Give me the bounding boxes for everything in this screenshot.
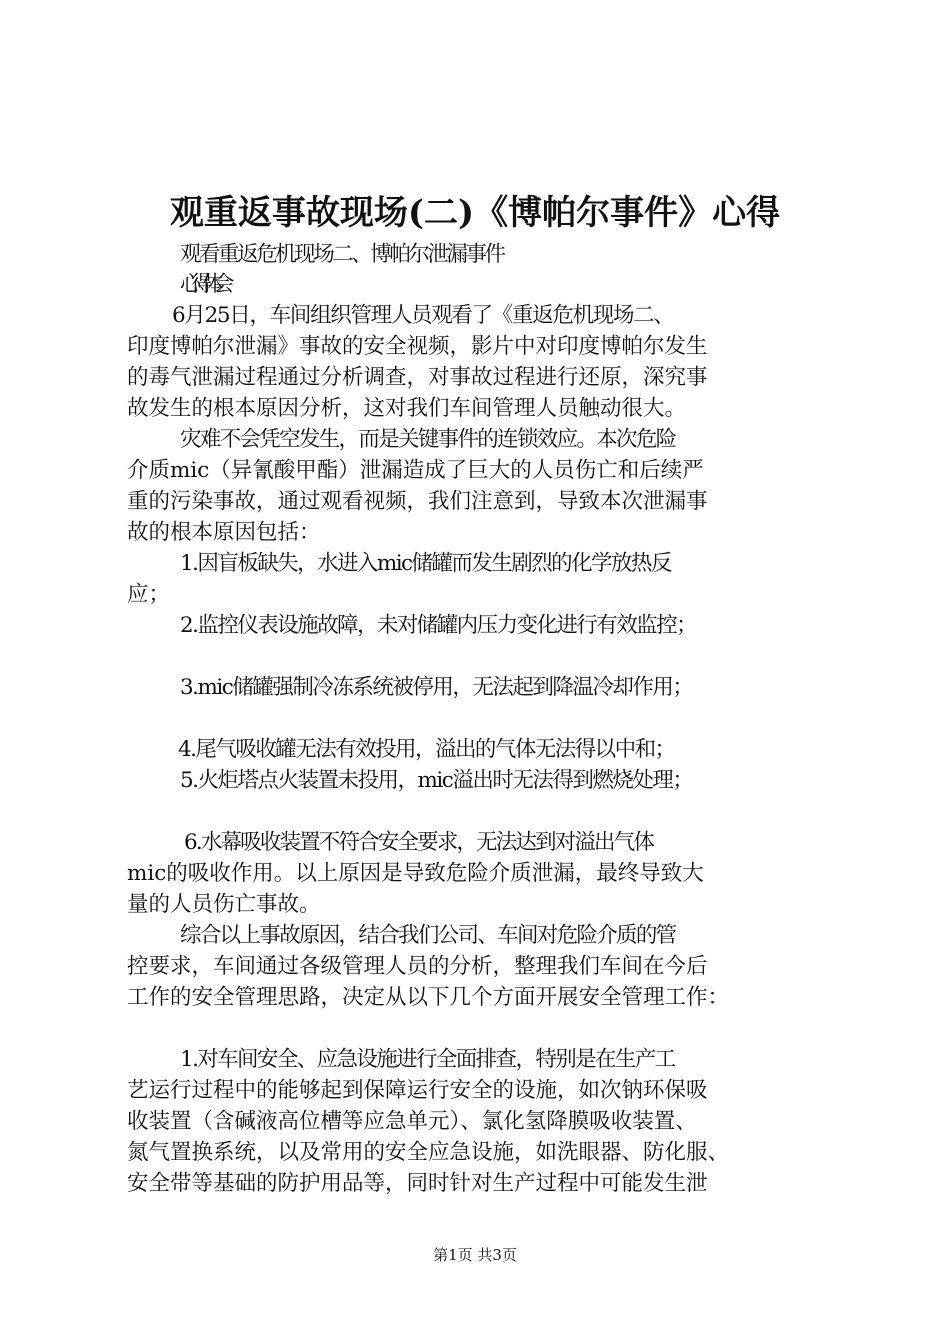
paragraph-line: 的毒气泄漏过程通过分析调查，对事故过程进行还原，深究事	[127, 365, 708, 390]
paragraph-line: 灾难不会凭空发生，而是关键事件的连锁效应。本次危险	[180, 427, 676, 452]
paragraph-line: 控要求，车间通过各级管理人员的分析，整理我们车间在今后	[127, 954, 708, 979]
subtitle-line: 心得体会	[180, 272, 225, 297]
paragraph-line: 量的人员伤亡事故。	[127, 892, 321, 917]
list-item-line: 1.因盲板缺失，水进入mic储罐而发生剧烈的化学放热反	[180, 551, 671, 576]
list-item-line: 3.mic储罐强制冷冻系统被停用，无法起到降温冷却作用；	[180, 675, 693, 700]
paragraph-line: 收装置（含碱液高位槽等应急单元）、氯化氢降膜吸收装置、	[127, 1109, 697, 1134]
paragraph-line: 艺运行过程中的能够起到保障运行安全的设施，如次钠环保吸	[127, 1078, 708, 1103]
paragraph-line: 印度博帕尔泄漏》事故的安全视频，影片中对印度博帕尔发生	[127, 334, 708, 359]
paragraph-line: 重的污染事故，通过观看视频，我们注意到，导致本次泄漏事	[127, 489, 708, 514]
list-item-line: 应；	[127, 582, 171, 607]
paragraph-line: 故的根本原因包括：	[127, 520, 321, 545]
list-item-line: 6.水幕吸收装置不符合安全要求，无法达到对溢出气体	[184, 830, 654, 855]
paragraph-line: 介质mic（异氰酸甲酯）泄漏造成了巨大的人员伤亡和后续严	[127, 458, 704, 483]
paragraph-line: 氮气置换系统，以及常用的安全应急设施，如洗眼器、防化服、	[127, 1140, 730, 1165]
document-title: 观重返事故现场(二)《博帕尔事件》心得	[169, 193, 781, 233]
list-item-line: 2.监控仪表设施故障，未对储罐内压力变化进行有效监控；	[180, 613, 697, 638]
paragraph-line: 工作的安全管理思路，决定从以下几个方面开展安全管理工作：	[127, 985, 730, 1010]
subtitle-line: 观看重返危机现场二、博帕尔泄漏事件	[180, 242, 504, 267]
paragraph-line: 综合以上事故原因，结合我们公司、车间对危险介质的管	[180, 923, 676, 948]
list-item-line: 1.对车间安全、应急设施进行全面排查，特别是在生产工	[180, 1047, 675, 1072]
page-footer: 第1页 共3页	[433, 1246, 517, 1264]
paragraph-line: mic的吸收作用。以上原因是导致危险介质泄漏，最终导致大	[127, 861, 704, 886]
paragraph-line: 6月25日，车间组织管理人员观看了《重返危机现场二、	[172, 303, 674, 328]
list-item-line: 4.尾气吸收罐无法有效投用，溢出的气体无法得以中和；	[178, 737, 675, 762]
paragraph-line: 故发生的根本原因分析，这对我们车间管理人员触动很大。	[127, 396, 687, 421]
paragraph-line: 安全带等基础的防护用品等，同时针对生产过程中可能发生泄	[127, 1171, 708, 1196]
list-item-line: 5.火炬塔点火装置未投用，mic溢出时无法得到燃烧处理；	[180, 768, 693, 793]
